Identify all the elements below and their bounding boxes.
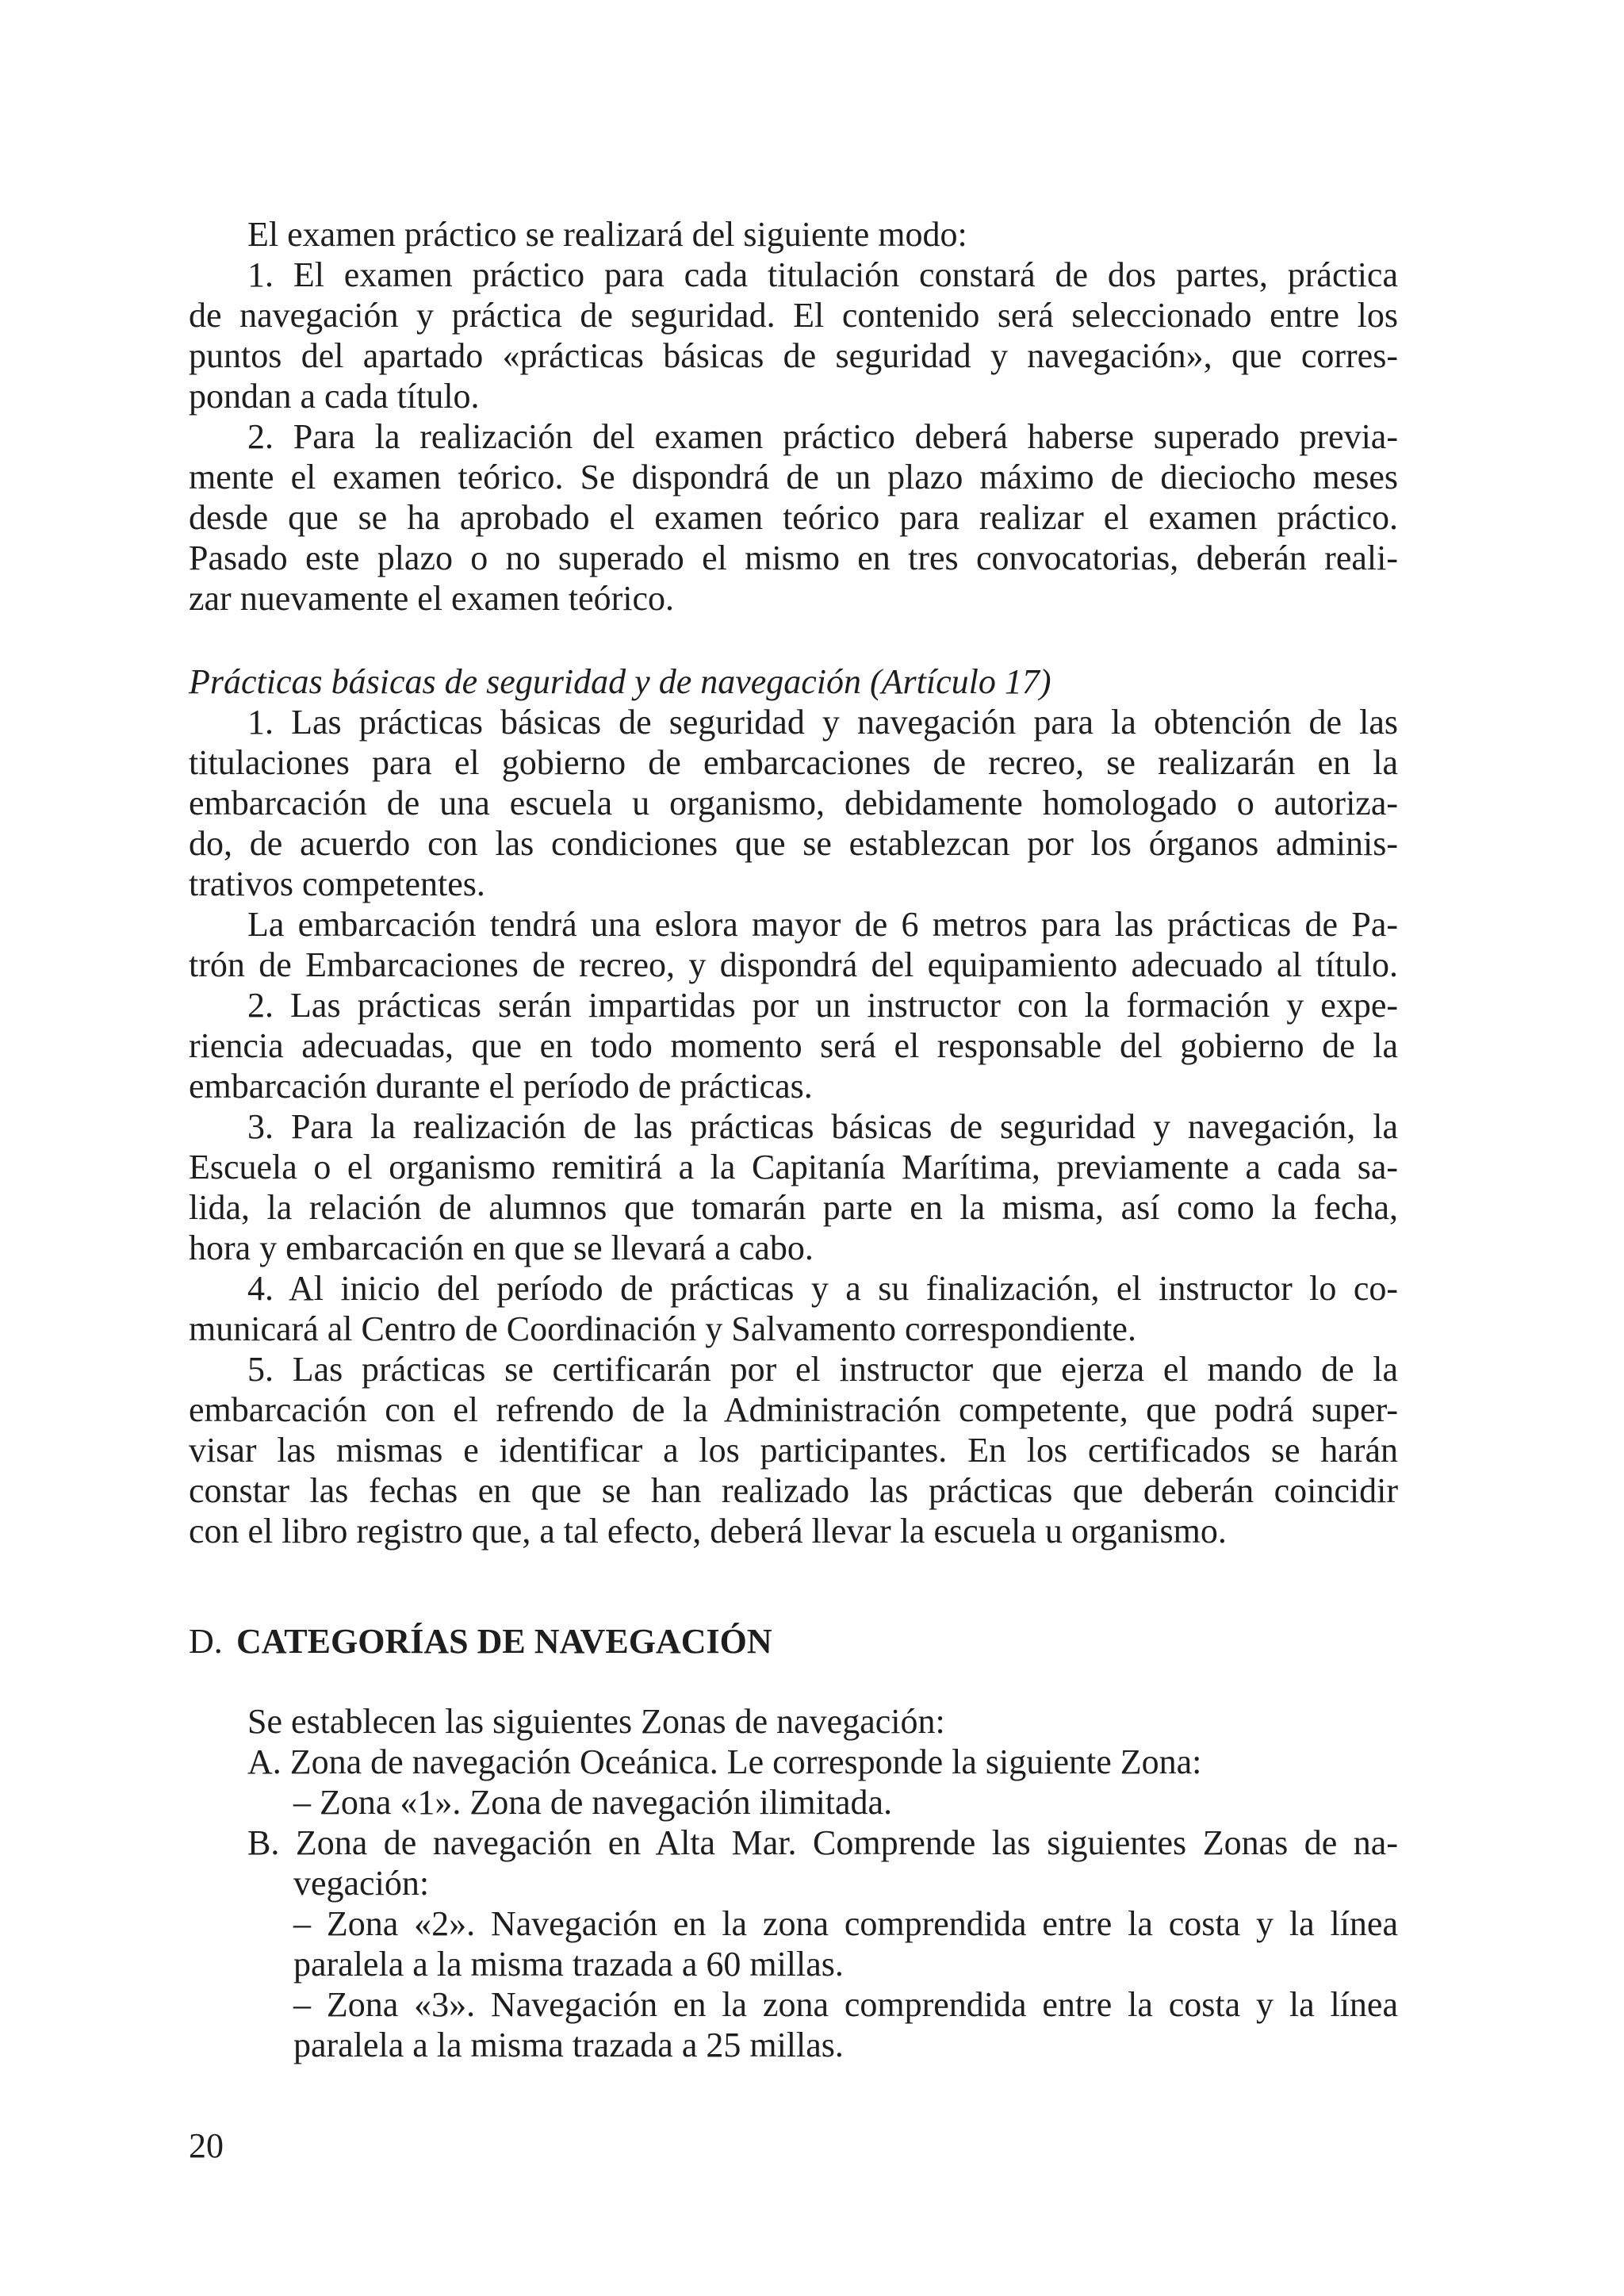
text-line: La embarcación tendrá una eslora mayor de 6 metros para las prácticas de Pa-	[247, 905, 1398, 944]
text-line: puntos del apartado «prácticas básicas de seguridad y navegación», que corres-	[189, 336, 1398, 375]
text-line: municará al Centro de Coordinación y Salvamento correspondiente.	[189, 1309, 1136, 1348]
text-line: do, de acuerdo con las condiciones que se establezcan por los órganos adminis-	[189, 824, 1398, 863]
text-line: constar las fechas en que se han realizado las prácticas que deberán coincidir	[189, 1471, 1398, 1510]
text-line: A. Zona de navegación Oceánica. Le corresponde la siguiente Zona:	[247, 1742, 1202, 1781]
page-number: 20	[189, 2126, 224, 2165]
text-line: embarcación de una escuela u organismo, debidamente homologado o autoriza-	[189, 784, 1398, 822]
section-heading	[189, 1621, 1398, 1662]
text-line: de navegación y práctica de seguridad. El contenido será seleccionado entre los	[189, 296, 1398, 335]
text-line: zar nuevamente el examen teórico.	[189, 579, 675, 618]
text-line: mente el examen teórico. Se dispondrá de un plazo máximo de dieciocho meses	[189, 458, 1398, 496]
text-line: El examen práctico se realizará del siguiente modo:	[247, 215, 967, 254]
text-line: 2. Las prácticas serán impartidas por un instructor con la formación y expe-	[247, 986, 1398, 1025]
text-line: 5. Las prácticas se certificarán por el instructor que ejerza el mando de la	[247, 1350, 1398, 1389]
text-line: lida, la relación de alumnos que tomarán parte en la misma, así como la fecha,	[189, 1188, 1398, 1227]
section-spacer	[189, 619, 1398, 661]
text-line: 1. El examen práctico para cada titulación constará de dos partes, práctica	[247, 255, 1398, 294]
text-line: embarcación con el refrendo de la Administración competente, que podrá super-	[189, 1390, 1398, 1429]
text-line: – Zona «2». Navegación en la zona comprendida entre la costa y la línea	[293, 1904, 1398, 1943]
text-line: hora y embarcación en que se llevará a cabo.	[189, 1228, 814, 1267]
text-line: vegación:	[293, 1864, 430, 1903]
heading-spacer	[189, 1551, 1398, 1621]
text-line: Escuela o el organismo remitirá a la Capitanía Marítima, previamente a cada sa-	[189, 1148, 1398, 1186]
text-line: 1. Las prácticas básicas de seguridad y navegación para la obtención de las	[247, 703, 1398, 742]
heading-spacer	[189, 1662, 1398, 1701]
text-line: titulaciones para el gobierno de embarcaciones de recreo, se realizarán en la	[189, 743, 1398, 782]
subsection-title: Prácticas básicas de seguridad y de navegación (Artículo 17)	[189, 662, 1051, 701]
section-letter: D.	[189, 1622, 223, 1661]
text-line: paralela a la misma trazada a 25 millas.	[293, 2026, 844, 2064]
text-line: 3. Para la realización de las prácticas básicas de seguridad y navegación, la	[247, 1107, 1398, 1146]
text-line: pondan a cada título.	[189, 377, 480, 416]
text-line: Pasado este plazo o no superado el mismo en tres convocatorias, deberán reali-	[189, 539, 1398, 577]
text-line: trón de Embarcaciones de recreo, y dispondrá del equipamiento adecuado al título.	[189, 945, 1398, 984]
text-line: B. Zona de navegación en Alta Mar. Comprende las siguientes Zonas de na-	[247, 1823, 1398, 1862]
text-line: – Zona «3». Navegación en la zona comprendida entre la costa y la línea	[293, 1985, 1398, 2024]
page-content	[189, 214, 1398, 2065]
text-line: Se establecen las siguientes Zonas de navegación:	[247, 1702, 945, 1741]
text-line: embarcación durante el período de prácticas.	[189, 1067, 813, 1106]
text-line: paralela a la misma trazada a 60 millas.	[293, 1945, 844, 1984]
text-line: desde que se ha aprobado el examen teórico para realizar el examen práctico.	[189, 498, 1398, 537]
section-title: CATEGORÍAS DE NAVEGACIÓN	[236, 1622, 772, 1661]
text-line: riencia adecuadas, que en todo momento será el responsable del gobierno de la	[189, 1026, 1398, 1065]
intro-paragraphs	[189, 214, 1398, 619]
practicas-paragraphs	[189, 702, 1398, 1551]
text-line: 2. Para la realización del examen práctico deberá haberse superado previa-	[247, 417, 1398, 456]
text-line: 4. Al inicio del período de prácticas y a su finalización, el instructor lo co-	[247, 1269, 1398, 1308]
text-line: visar las mismas e identificar a los participantes. En los certificados se harán	[189, 1431, 1398, 1470]
text-line: trativos competentes.	[189, 864, 485, 903]
zonas-list	[189, 1701, 1398, 2065]
text-line: – Zona «1». Zona de navegación ilimitada.	[293, 1783, 893, 1822]
text-line: con el libro registro que, a tal efecto, deberá llevar la escuela u organismo.	[189, 1512, 1227, 1550]
